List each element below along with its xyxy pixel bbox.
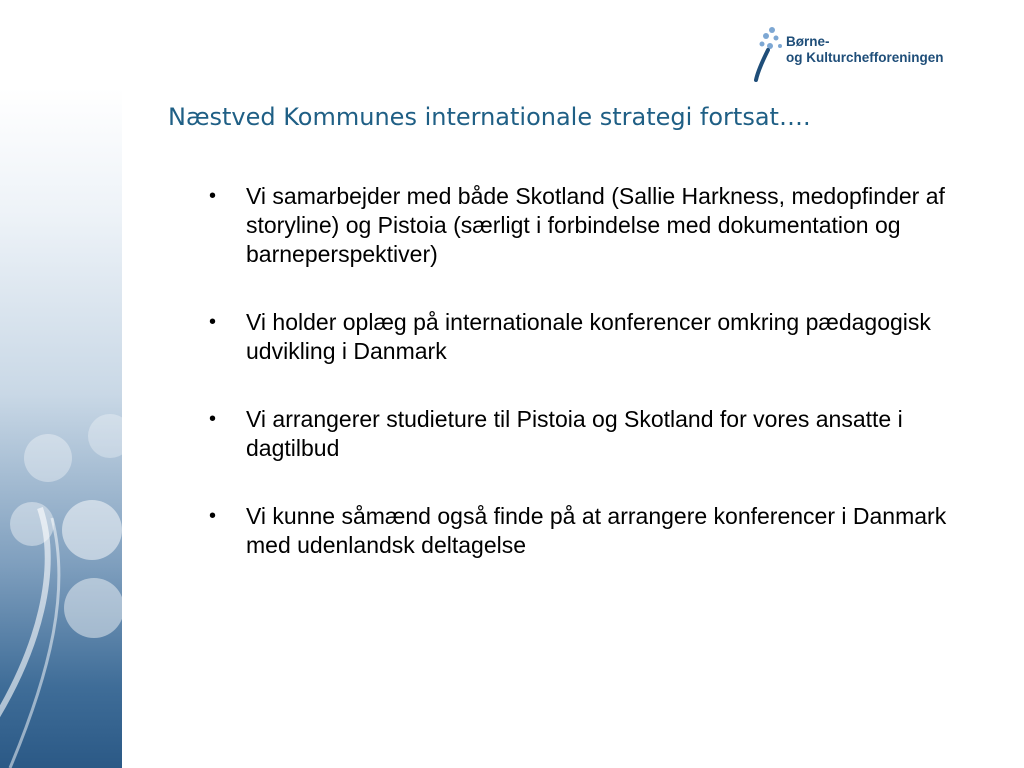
bullet-item (209, 405, 979, 463)
bullet-marker: • (209, 185, 217, 207)
bullet-text: Vi arrangerer studieture til Pistoia og Skotland for vores ansatte i dagtilbud (246, 406, 903, 461)
bullet-marker: • (209, 505, 217, 527)
bullet-text: Vi kunne såmænd også finde på at arrangere konferencer i Danmark med udenlandsk deltagelse (246, 503, 947, 558)
bullet-text: Vi holder oplæg på internationale konferencer omkring pædagogisk udvikling i Danmark (246, 309, 931, 364)
slide-title: Næstved Kommunes internationale strategi fortsat…. (168, 103, 811, 131)
bullet-item (209, 502, 979, 560)
logo-line-2: og Kulturchefforeningen (786, 50, 944, 65)
circles-decoration (0, 88, 122, 768)
bullet-marker: • (209, 311, 217, 333)
logo-line-1: Børne- (786, 34, 830, 49)
logo-figure-icon (752, 26, 786, 82)
bullet-list (209, 182, 979, 599)
logo-text (786, 34, 944, 66)
bullet-item (209, 182, 979, 269)
brand-logo (752, 26, 962, 82)
bullet-item (209, 308, 979, 366)
bullet-text: Vi samarbejder med både Skotland (Sallie Harkness, medopfinder af storyline) og Pistoia (særligt i forbindelse med dokumentation og barneperspektiver) (246, 183, 945, 267)
bullet-marker: • (209, 408, 217, 430)
decorative-side-band (0, 88, 122, 768)
